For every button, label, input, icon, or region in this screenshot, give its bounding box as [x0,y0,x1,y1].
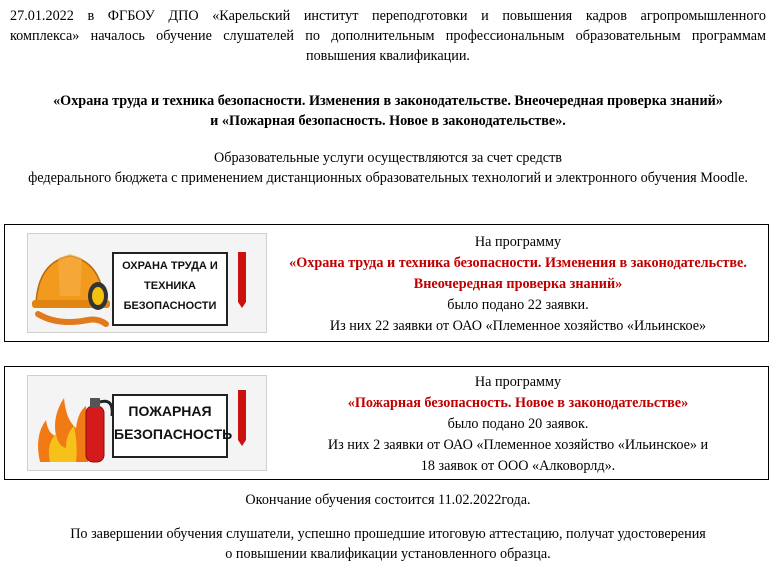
funding-line-1: Образовательные услуги осуществляются за счет средств [213,150,562,166]
program-1-intro: На программу [474,234,562,250]
completion-line-1: По завершении обучения слушатели, успешно прошедшие итоговую аттестацию, получат удостоверения [70,526,706,542]
fire-safety-badge [27,375,267,471]
program-2-intro: На программу [474,374,562,390]
fire-safety-plate [112,394,233,458]
program-2-card [4,366,769,480]
completion-line-2: о повышении квалификации установленного образца. [225,546,551,562]
program-2-name: «Пожарная безопасность. Новое в законодательстве» [347,395,689,411]
program-1-name-line-2: Внеочередная проверка знаний» [413,276,623,292]
program-2-detail-line-2: 18 заявок от ООО «Алковорлд». [420,458,616,474]
program-1-card [4,224,769,342]
intro-line-3: повышения квалификации. [306,48,470,64]
program-1-applications: было подано 22 заявки. [447,297,589,313]
intro-line-1: 27.01.2022 в ФГБОУ ДПО «Карельский институт переподготовки и повышения кадров агропромышленного [10,8,766,24]
program-1-detail: Из них 22 заявки от ОАО «Племенное хозяйство «Ильинское» [329,318,707,334]
badge-1-line-3: БЕЗОПАСНОСТИ [123,300,217,312]
labor-safety-badge [27,233,267,333]
intro-line-2: комплекса» началось обучение слушателей по дополнительным профессиональным образовательным программам [10,28,766,44]
completion-paragraph [0,524,776,564]
badge-1-line-1: ОХРАНА ТРУДА И [122,260,218,272]
programs-title-line-2: и «Пожарная безопасность. Новое в законодательстве». [210,113,566,129]
intro-paragraph [10,6,766,66]
programs-title-line-1: «Охрана труда и техника безопасности. Изменения в законодательстве. Внеочередная проверка знаний» [53,93,723,109]
badge-1-line-2: ТЕХНИКА [144,280,196,292]
labor-safety-plate [112,252,228,326]
program-1-name-line-1: «Охрана труда и техника безопасности. Изменения в законодательстве. [289,255,747,271]
badge-2-line-2: БЕЗОПАСНОСТЬ [114,426,233,442]
funding-line-2: федерального бюджета с применением дистанционных образовательных технологий и электронного обучения Moodle. [28,170,748,186]
badge-2-line-1: ПОЖАРНАЯ [128,403,212,419]
program-2-text [273,372,763,477]
programs-title [0,91,776,131]
program-2-detail-line-1: Из них 2 заявки от ОАО «Племенное хозяйство «Ильинское» и [327,437,709,453]
end-date: Окончание обучения состоится 11.02.2022года. [245,492,531,508]
program-1-text [273,232,763,337]
funding-paragraph [0,148,776,188]
program-2-applications: было подано 20 заявок. [447,416,589,432]
